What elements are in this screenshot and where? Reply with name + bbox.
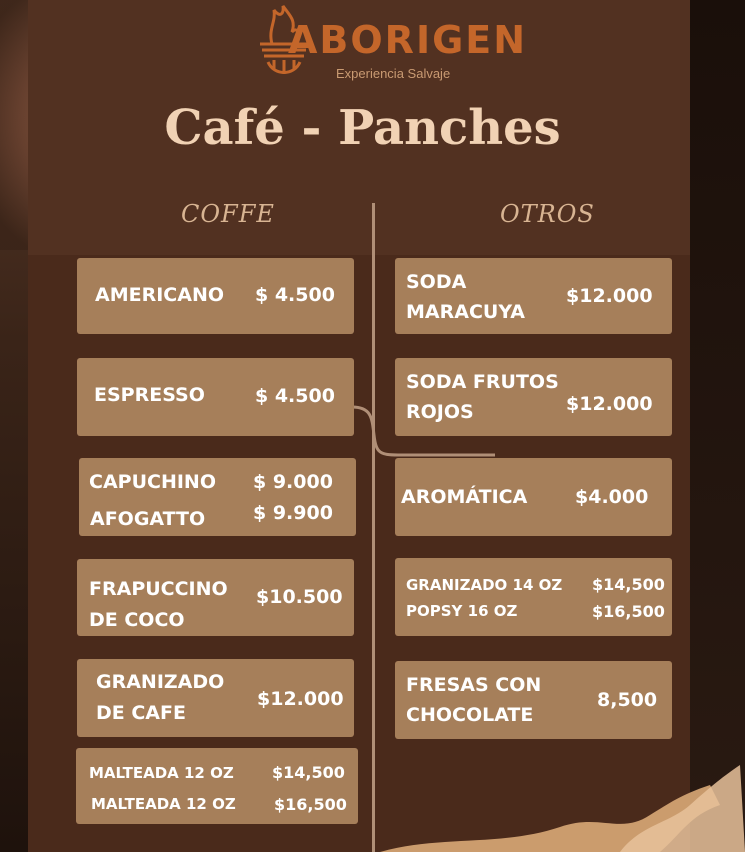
item-price: $ 4.500 bbox=[255, 284, 335, 306]
brand-name: ABORIGEN bbox=[288, 18, 528, 62]
item-name-line2: MARACUYA bbox=[406, 301, 525, 323]
item-name-line1: SODA FRUTOS bbox=[406, 371, 559, 393]
column-divider bbox=[372, 203, 375, 852]
column-heading-otros: OTROS bbox=[500, 200, 595, 228]
item-price: $ 4.500 bbox=[255, 385, 335, 407]
item-name: CAPUCHINO bbox=[89, 471, 216, 493]
item-name: AMERICANO bbox=[95, 284, 224, 306]
item-name-line1: SODA bbox=[406, 271, 467, 293]
item-price: $16,500 bbox=[274, 795, 347, 814]
item-name-line2: ROJOS bbox=[406, 401, 474, 423]
item-name-line1: FRAPUCCINO bbox=[89, 578, 228, 600]
item-price: $ 9.000 bbox=[253, 471, 333, 493]
item-name: POPSY 16 OZ bbox=[406, 602, 518, 620]
column-heading-coffe: COFFE bbox=[181, 200, 275, 228]
menu-item-granizado-popsy bbox=[395, 558, 672, 636]
menu-item-soda-maracuya bbox=[395, 258, 672, 334]
menu-item-granizado-de-cafe bbox=[77, 659, 354, 737]
item-price: $14,500 bbox=[592, 575, 665, 594]
item-name-line2: CHOCOLATE bbox=[406, 704, 534, 726]
item-price: $12.000 bbox=[566, 285, 653, 307]
item-name: GRANIZADO 14 OZ bbox=[406, 576, 563, 594]
item-name: AROMÁTICA bbox=[401, 486, 528, 508]
menu-item-capuchino-afogatto bbox=[79, 458, 356, 536]
item-name: MALTEADA 12 OZ bbox=[89, 764, 234, 782]
item-price: $10.500 bbox=[256, 586, 343, 608]
menu-item-fresas-con-chocolate bbox=[395, 661, 672, 739]
menu-item-americano bbox=[77, 258, 354, 334]
menu-item-aromatica bbox=[395, 458, 672, 536]
item-name: ESPRESSO bbox=[94, 384, 205, 406]
page-title: Café - Panches bbox=[164, 100, 561, 156]
menu-item-malteada bbox=[76, 748, 358, 824]
item-price: $12.000 bbox=[257, 688, 344, 710]
item-price: $12.000 bbox=[566, 393, 653, 415]
item-name-line2: DE CAFE bbox=[96, 702, 186, 724]
menu-item-soda-frutos-rojos bbox=[395, 358, 672, 436]
menu-item-espresso bbox=[77, 358, 354, 436]
item-name-line2: DE COCO bbox=[89, 609, 185, 631]
menu-item-frapuccino-de-coco bbox=[77, 559, 354, 636]
item-name: MALTEADA 12 OZ bbox=[91, 795, 236, 813]
item-price: $14,500 bbox=[272, 763, 345, 782]
item-price: $16,500 bbox=[592, 602, 665, 621]
item-price: $ 9.900 bbox=[253, 502, 333, 524]
item-name-line1: GRANIZADO bbox=[96, 671, 225, 693]
item-name-line1: FRESAS CON bbox=[406, 674, 542, 696]
decorative-swirl bbox=[380, 765, 745, 852]
brand-tagline: Experiencia Salvaje bbox=[336, 66, 451, 81]
item-price: 8,500 bbox=[597, 689, 658, 711]
item-price: $4.000 bbox=[575, 486, 649, 508]
item-name: AFOGATTO bbox=[90, 508, 206, 530]
